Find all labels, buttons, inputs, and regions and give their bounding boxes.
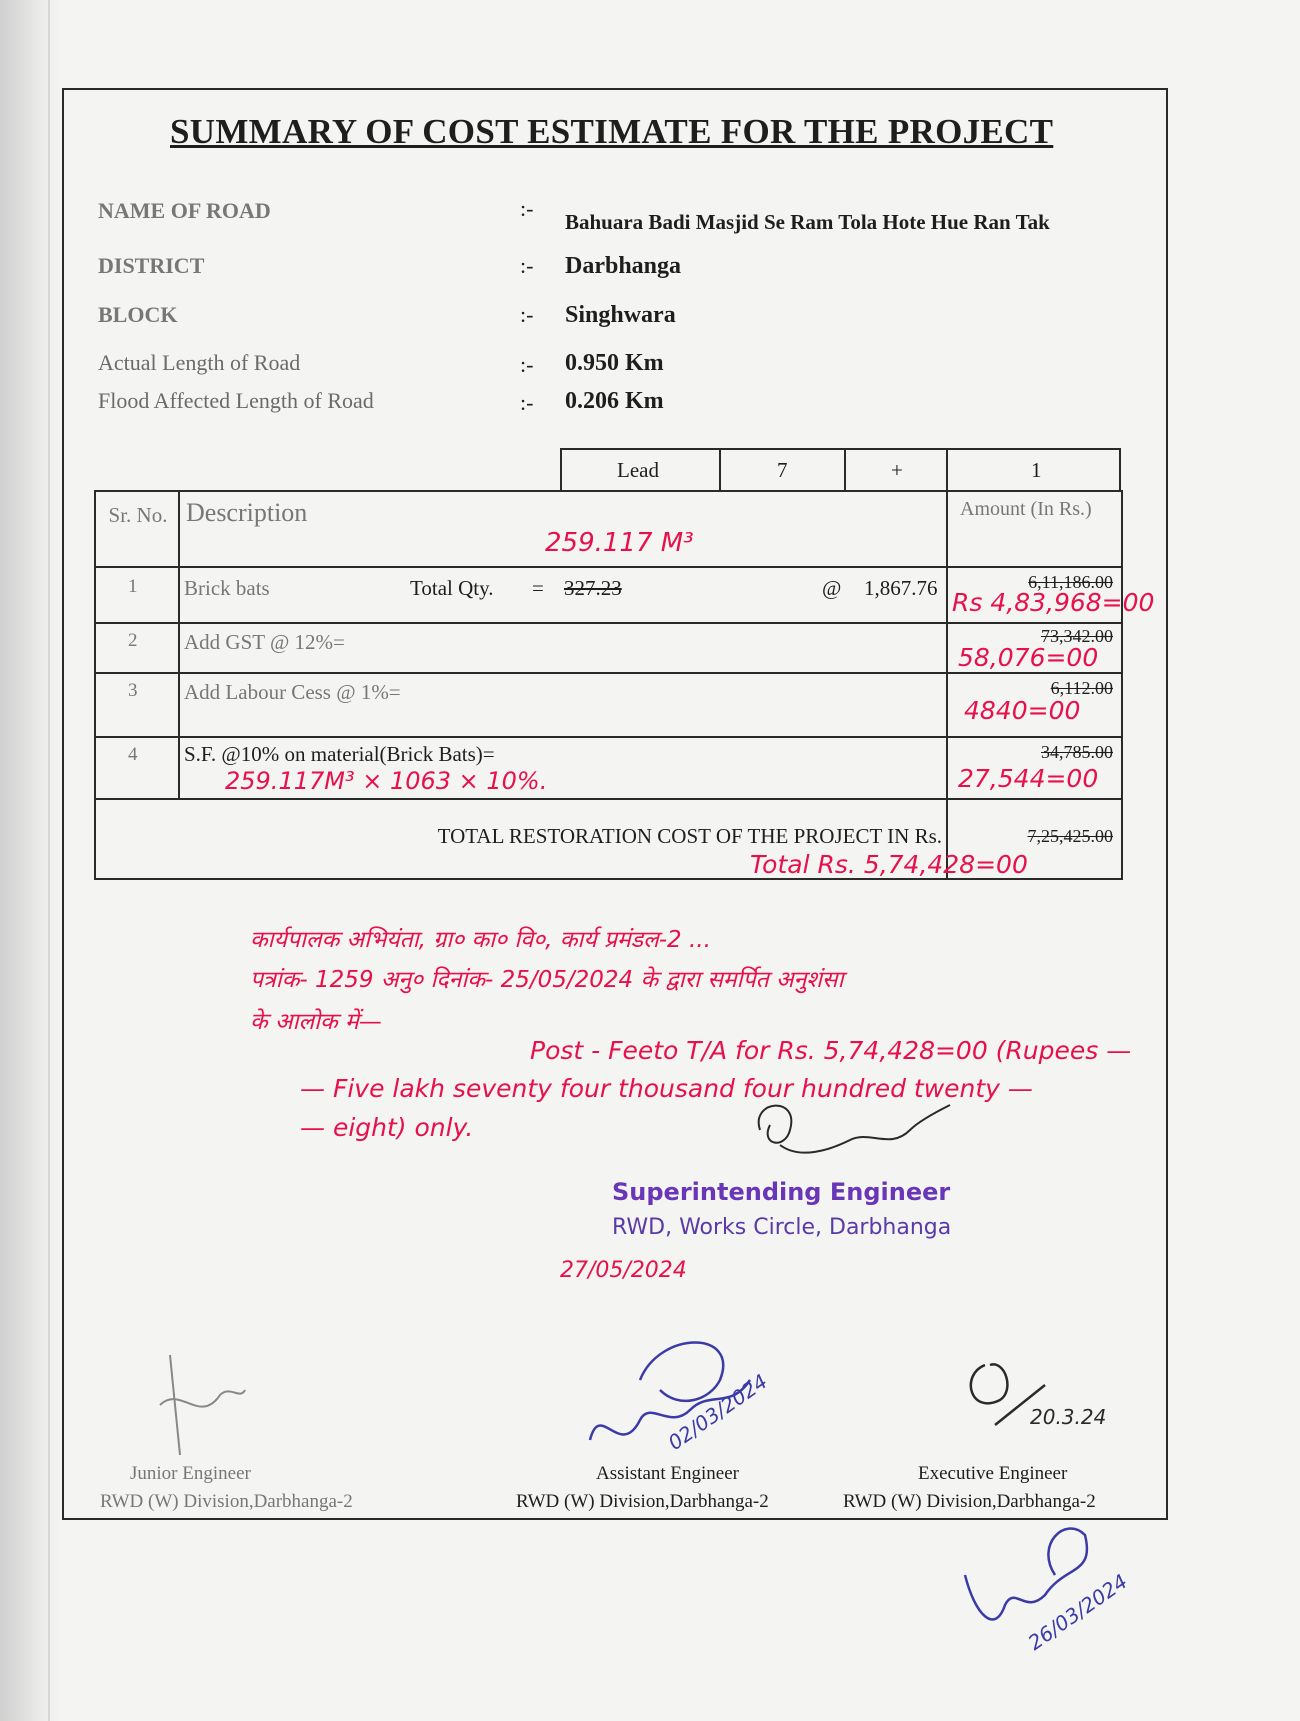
paper-shadow (0, 0, 60, 1721)
actual-length-label: Actual Length of Road (98, 350, 301, 375)
block-label: BLOCK (98, 302, 178, 327)
paper-edge (48, 0, 50, 1721)
row4-description: S.F. @10% on material(Brick Bats)= (184, 742, 495, 766)
header-amount-cell (946, 490, 1123, 568)
flood-length-sep: :- (520, 390, 534, 415)
executive-date: 20.3.24 (1030, 1405, 1107, 1429)
superintending-date: 27/05/2024 (560, 1258, 687, 1283)
junior-title: Junior Engineer (130, 1463, 251, 1484)
row2-desc-cell (178, 622, 948, 674)
district-value: Darbhanga (565, 253, 682, 279)
row4-no-cell (94, 736, 180, 800)
row1-no: 1 (128, 576, 138, 597)
row3-no-cell (94, 672, 180, 738)
superintending-signature-icon (740, 1090, 960, 1190)
assistant-office: RWD (W) Division,Darbhanga-2 (516, 1491, 769, 1512)
row1-qty: 327.23 (564, 576, 622, 600)
district-sep: :- (520, 253, 534, 278)
hw-row3-amount: 4840=00 (964, 696, 1081, 725)
row3-desc-cell (178, 672, 948, 738)
flood-length-label: Flood Affected Length of Road (98, 388, 374, 413)
row2-amount: 73,342.00 (1041, 626, 1113, 646)
row1-qty-label: Total Qty. (410, 576, 494, 600)
hw-note-line3: के आलोक में— (250, 1009, 382, 1035)
road-name-value: Bahuara Badi Masjid Se Ram Tola Hote Hue Ran Tak (565, 210, 1050, 234)
lead-extra-cell (946, 448, 1121, 492)
row1-eq: = (532, 576, 544, 600)
block-sep: :- (520, 302, 534, 327)
lead-plus: + (891, 458, 903, 482)
hw-note-line5: — Five lakh seventy four thousand four hundred twenty — (300, 1074, 1033, 1103)
hw-note-line1: कार्यपालक अभियंता, ग्रा० का० वि०, कार्य प्रमंडल-2 ... (250, 927, 711, 953)
superintending-title: Superintending Engineer (612, 1178, 951, 1206)
hw-row1-amount: Rs 4,83,968=00 (952, 588, 1155, 617)
assistant-title: Assistant Engineer (596, 1463, 740, 1484)
district-label: DISTRICT (98, 253, 205, 278)
assistant-date: 02/03/2024 (663, 1369, 772, 1455)
row2-no: 2 (128, 630, 138, 651)
superintending-office: RWD, Works Circle, Darbhanga (612, 1215, 952, 1240)
row1-description: Brick bats (184, 576, 270, 600)
row1-desc-cell (178, 566, 948, 624)
header-description: Description (186, 498, 308, 527)
flood-length-value: 0.206 Km (565, 388, 664, 414)
lead-extra: 1 (1031, 458, 1042, 482)
actual-length-sep: :- (520, 352, 534, 377)
hw-row2-amount: 58,076=00 (958, 643, 1099, 672)
row1-rate: 1,867.76 (864, 576, 938, 600)
actual-length-value: 0.950 Km (565, 350, 664, 376)
lead-label: Lead (617, 458, 659, 482)
row3-description: Add Labour Cess @ 1%= (184, 680, 401, 704)
row4-no: 4 (128, 744, 138, 765)
hw-note-line2: पत्रांक- 1259 अनु० दिनांक- 25/05/2024 के द्वारा समर्पित अनुशंसा (250, 967, 844, 993)
assistant-signature-icon (580, 1320, 800, 1470)
hw-note-line6: — eight) only. (300, 1113, 474, 1142)
header-srno: Sr. No. (108, 503, 168, 527)
header-srno-cell (94, 490, 180, 568)
row4-amount: 34,785.00 (1041, 742, 1113, 762)
row1-amount: 6,11,186.00 (1028, 572, 1113, 592)
hw-row4-amount: 27,544=00 (958, 764, 1099, 793)
hw-row4-note: 259.117M³ × 1063 × 10%. (225, 767, 548, 795)
hw-qty-correction: 259.117 M³ (545, 528, 694, 558)
lead-value-cell (719, 448, 846, 492)
row1-at: @ (822, 576, 842, 600)
road-name-label: NAME OF ROAD (98, 198, 271, 223)
total-label: TOTAL RESTORATION COST OF THE PROJECT IN Rs. (437, 824, 942, 848)
row2-description: Add GST @ 12%= (184, 630, 345, 654)
road-name-sep: :- (520, 196, 534, 221)
executive-signature-icon (955, 1345, 1105, 1445)
document-title: SUMMARY OF COST ESTIMATE FOR THE PROJECT (170, 112, 1054, 151)
row3-no: 3 (128, 680, 138, 701)
lead-plus-cell (844, 448, 948, 492)
lead-label-cell (560, 448, 721, 492)
executive-title: Executive Engineer (918, 1463, 1068, 1484)
hw-note-line4: Post - Feeto T/A for Rs. 5,74,428=00 (Rupees — (530, 1036, 1132, 1065)
hw-total-amount: Total Rs. 5,74,428=00 (750, 850, 1028, 879)
row1-no-cell (94, 566, 180, 624)
row2-no-cell (94, 622, 180, 674)
block-value: Singhwara (565, 302, 676, 328)
junior-office: RWD (W) Division,Darbhanga-2 (100, 1491, 353, 1512)
total-amount: 7,25,425.00 (1027, 826, 1113, 846)
row3-amount: 6,112.00 (1050, 678, 1113, 698)
extra-date: 26/03/2024 (1023, 1569, 1132, 1655)
executive-office: RWD (W) Division,Darbhanga-2 (843, 1491, 1096, 1512)
junior-signature-icon (150, 1345, 250, 1465)
header-amount: Amount (In Rs.) (960, 498, 1092, 520)
lead-value: 7 (777, 458, 788, 482)
